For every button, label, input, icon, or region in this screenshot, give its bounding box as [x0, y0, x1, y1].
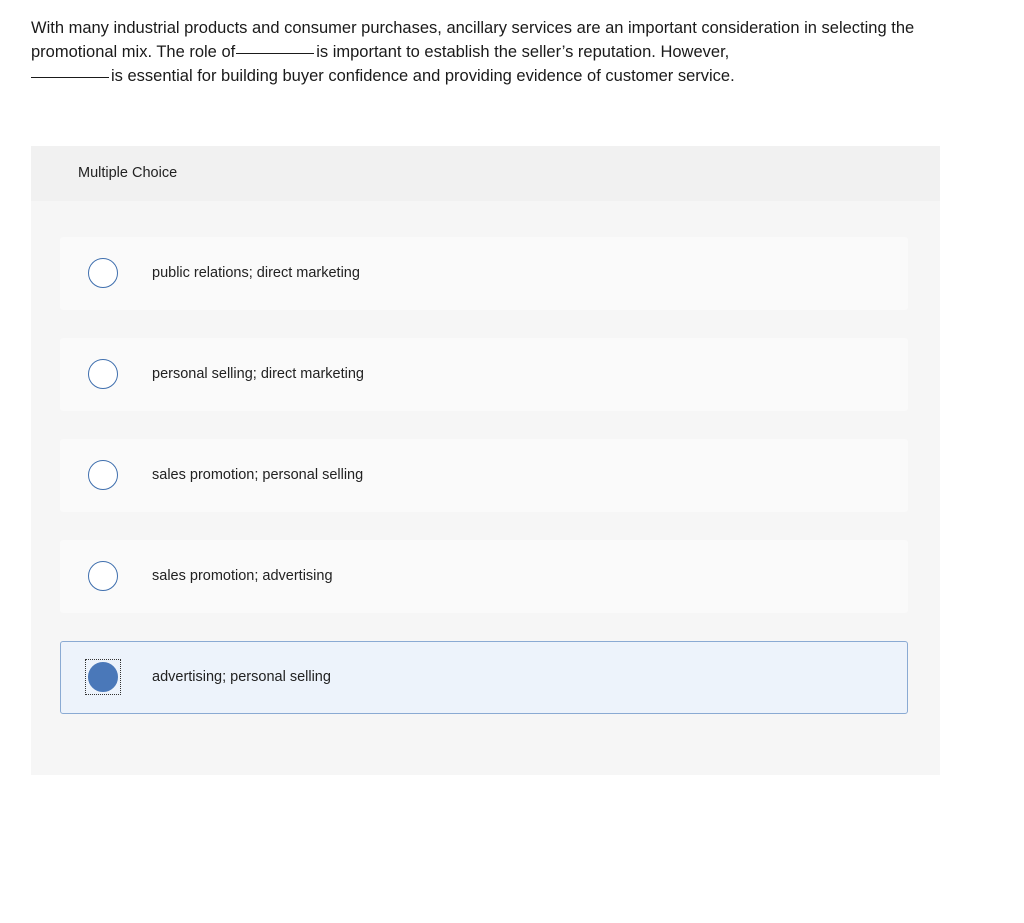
question-part-2: is important to establish the seller’s reputation. However,	[316, 43, 730, 61]
blank-2	[31, 76, 109, 78]
panel-title: Multiple Choice	[78, 165, 178, 181]
choice-label: public relations; direct marketing	[152, 265, 360, 281]
choice-option-2[interactable]	[60, 338, 908, 411]
question-part-3: is essential for building buyer confidence and providing evidence of customer service.	[111, 67, 735, 85]
choice-option-1[interactable]	[60, 237, 908, 310]
radio-button-icon[interactable]	[88, 359, 118, 389]
choice-label: advertising; personal selling	[152, 669, 331, 685]
choice-option-4[interactable]	[60, 540, 908, 613]
radio-button-selected-icon[interactable]	[88, 662, 118, 692]
choice-label: sales promotion; personal selling	[152, 467, 364, 483]
choice-option-3[interactable]	[60, 439, 908, 512]
question-part-1: With many industrial products and consumer purchases, ancillary services are an important consideration in selecting the promotional mix. The role of	[31, 19, 915, 61]
panel-header	[31, 146, 940, 201]
radio-button-icon[interactable]	[88, 258, 118, 288]
multiple-choice-panel	[31, 146, 940, 775]
radio-button-icon[interactable]	[88, 561, 118, 591]
blank-1	[236, 52, 314, 54]
question-text	[31, 16, 931, 88]
choice-list	[60, 237, 908, 742]
radio-button-icon[interactable]	[88, 460, 118, 490]
choice-option-5[interactable]	[60, 641, 908, 714]
choice-label: sales promotion; advertising	[152, 568, 333, 584]
choice-label: personal selling; direct marketing	[152, 366, 364, 382]
